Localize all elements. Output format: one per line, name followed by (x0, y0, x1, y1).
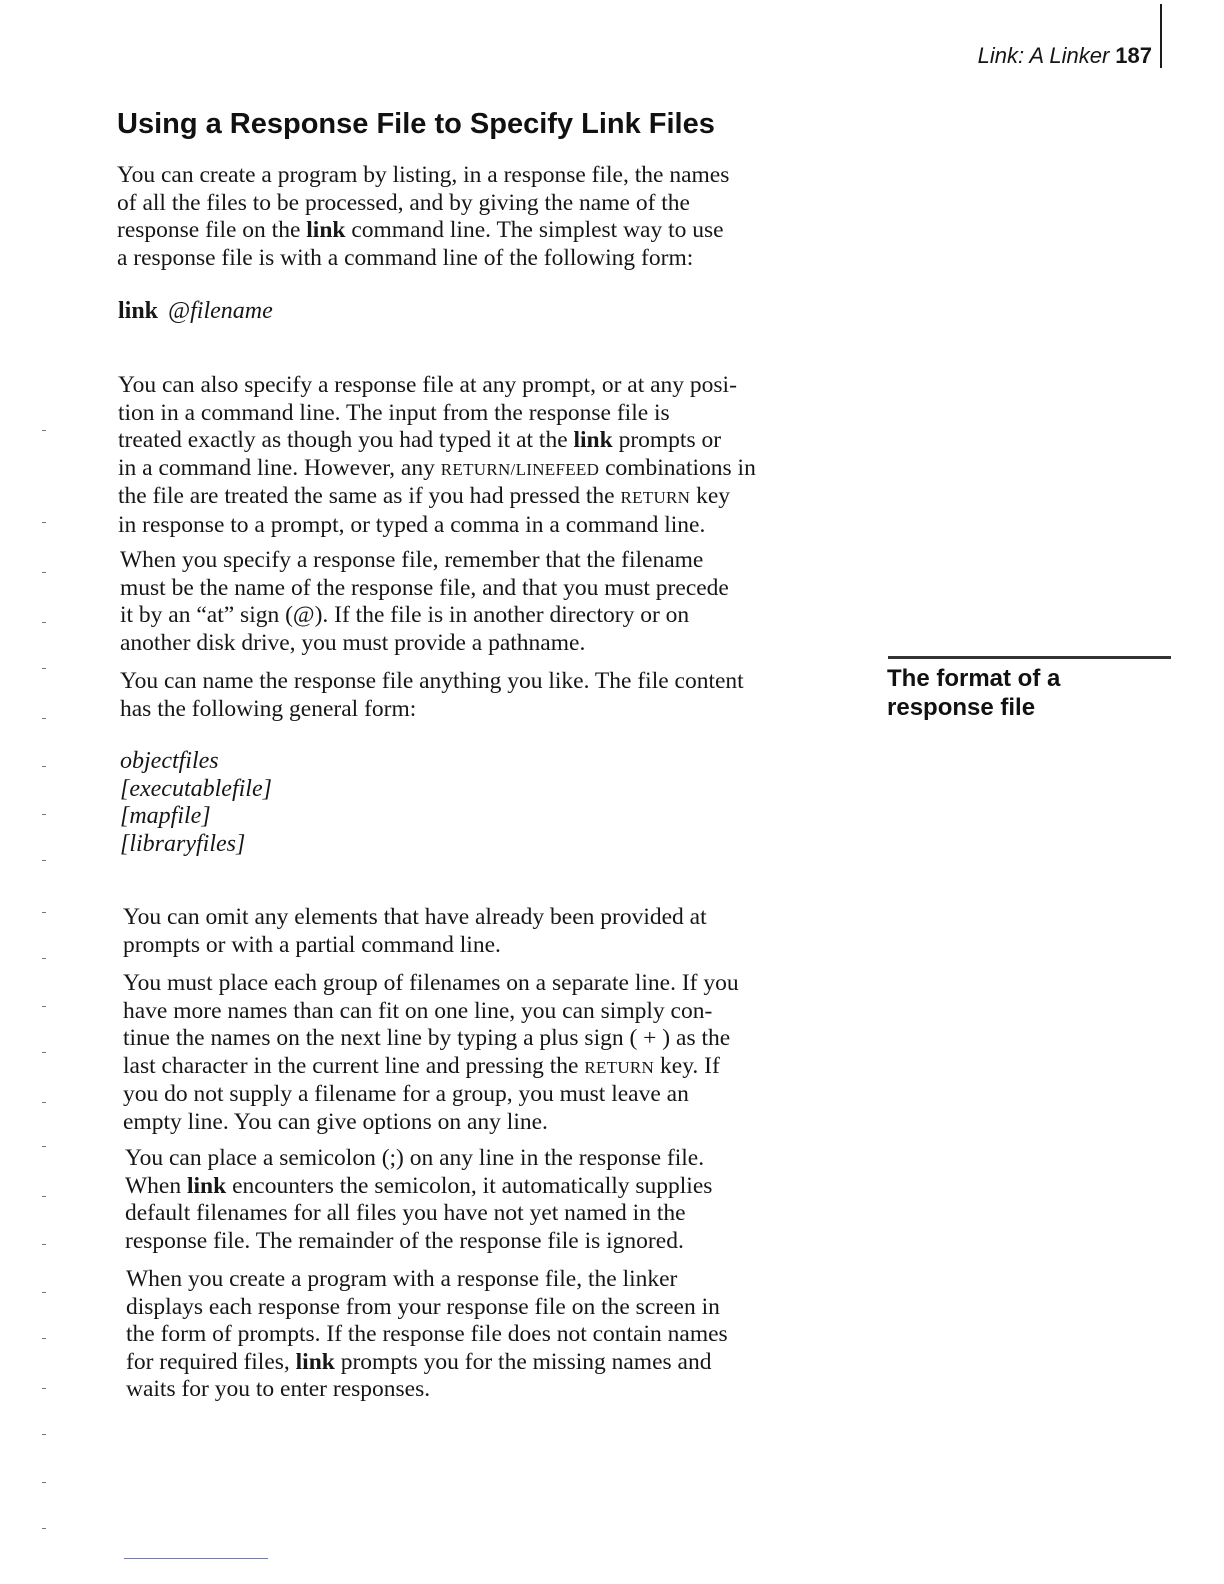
header-rule (1160, 4, 1162, 68)
text-line: You can place a semicolon (;) on any line in the response file. (125, 1145, 705, 1171)
key-name: RETURN/LINEFEED (440, 459, 600, 479)
text-line: the file are treated the same as if you had pressed the RETURN key (118, 483, 731, 510)
margin-mark (42, 668, 46, 669)
margin-mark (42, 718, 46, 719)
paragraph-display (126, 1266, 728, 1404)
margin-mark (42, 1482, 46, 1483)
text-line: You can also specify a response file at any prompt, or at any posi- (118, 372, 737, 398)
paragraph-prompt (118, 372, 756, 540)
text-line: You can omit any elements that have already been provided at (123, 904, 707, 930)
text-line: tion in a command line. The input from the response file is (118, 399, 670, 426)
margin-mark (42, 766, 46, 767)
syntax-keyword: link (118, 298, 159, 324)
text-line: a response file is with a command line of the following form: (117, 244, 694, 271)
margin-mark (42, 1338, 46, 1339)
section-heading: Using a Response File to Specify Link Files (117, 108, 715, 140)
text-line: You must place each group of filenames on a separate line. If you (123, 970, 739, 996)
running-header-title: Link: A Linker (977, 43, 1110, 68)
margin-mark (42, 572, 46, 573)
running-header (978, 40, 1152, 72)
paragraph-name-file (120, 668, 744, 723)
margin-mark (42, 814, 46, 815)
form-line: objectfiles (120, 748, 219, 774)
link-keyword: link (187, 1172, 227, 1199)
margin-mark (42, 1528, 46, 1529)
margin-mark (42, 958, 46, 959)
text-line: in a command line. However, any RETURN/LINEFEED combinations in (118, 454, 756, 481)
margin-mark (42, 1006, 46, 1007)
key-name: RETURN (620, 488, 691, 508)
margin-mark (42, 1388, 46, 1389)
text-line: for required files, link prompts you for the missing names and (126, 1348, 712, 1375)
key-name: RETURN (584, 1057, 655, 1077)
margin-mark (42, 622, 46, 623)
sidebar-rule (888, 656, 1171, 659)
text-line: You can create a program by listing, in a response file, the names (117, 162, 730, 188)
text-line: empty line. You can give options on any line. (123, 1108, 548, 1135)
margin-mark (42, 1292, 46, 1293)
text-line: displays each response from your response file on the screen in (126, 1293, 720, 1320)
text-line: default filenames for all files you have not yet named in the (125, 1200, 686, 1227)
text-line: must be the name of the response file, and that you must precede (120, 574, 729, 601)
paragraph-groups (123, 970, 739, 1137)
text-line: in response to a prompt, or typed a comma in a command line. (118, 511, 706, 538)
text-line: prompts or with a partial command line. (123, 931, 501, 958)
text-line: treated exactly as though you had typed it at the link prompts or (118, 427, 722, 454)
text-line: response file. The remainder of the response file is ignored. (125, 1227, 684, 1254)
margin-mark (42, 1102, 46, 1103)
command-syntax (118, 296, 273, 326)
paragraph-semicolon (125, 1145, 712, 1255)
margin-mark (42, 1244, 46, 1245)
sidebar-heading-line: The format of a (887, 665, 1061, 692)
text-line: When you create a program with a response file, the linker (126, 1266, 678, 1292)
text-line: the form of prompts. If the response file does not contain names (126, 1321, 728, 1348)
sidebar-heading-line: response file (887, 694, 1036, 721)
text-line: you do not supply a filename for a group, you must leave an (123, 1081, 689, 1108)
paragraph-at-sign (120, 547, 729, 657)
text-line: response file on the link command line. The simplest way to use (117, 217, 724, 244)
text-line: of all the files to be processed, and by giving the name of the (117, 189, 690, 216)
text-line: another disk drive, you must provide a pathname. (120, 629, 586, 656)
text-line: last character in the current line and pressing the RETURN key. If (123, 1052, 720, 1079)
margin-mark (42, 1196, 46, 1197)
form-line: [executablefile] (120, 775, 272, 802)
margin-mark (42, 860, 46, 861)
text-line: waits for you to enter responses. (126, 1376, 431, 1403)
paragraph-omit (123, 904, 707, 959)
sidebar-heading (887, 664, 1177, 722)
text-line: You can name the response file anything you like. The file content (120, 668, 744, 694)
margin-mark (42, 1434, 46, 1435)
text-line: When you specify a response file, remember that the filename (120, 547, 704, 573)
footnote-rule (124, 1558, 268, 1559)
text-line: When link encounters the semicolon, it automatically supplies (125, 1172, 713, 1199)
general-form-block (120, 748, 272, 858)
text-line: has the following general form: (120, 695, 417, 722)
page-number: 187 (1115, 43, 1152, 68)
syntax-argument: @filename (168, 298, 273, 324)
margin-mark (42, 912, 46, 913)
text-line: tinue the names on the next line by typing a plus sign ( + ) as the (123, 1025, 731, 1052)
link-keyword: link (295, 1348, 335, 1375)
link-keyword: link (573, 427, 613, 454)
paragraph-intro (117, 162, 729, 272)
margin-mark (42, 1146, 46, 1147)
text-line: have more names than can fit on one line, you can simply con- (123, 997, 713, 1024)
link-keyword: link (306, 217, 346, 244)
form-line: [libraryfiles] (120, 830, 246, 857)
form-line: [mapfile] (120, 803, 211, 830)
text-line: it by an “at” sign (@). If the file is in another directory or on (120, 602, 690, 629)
margin-mark (42, 1052, 46, 1053)
margin-mark (42, 522, 46, 523)
margin-mark (42, 430, 46, 431)
